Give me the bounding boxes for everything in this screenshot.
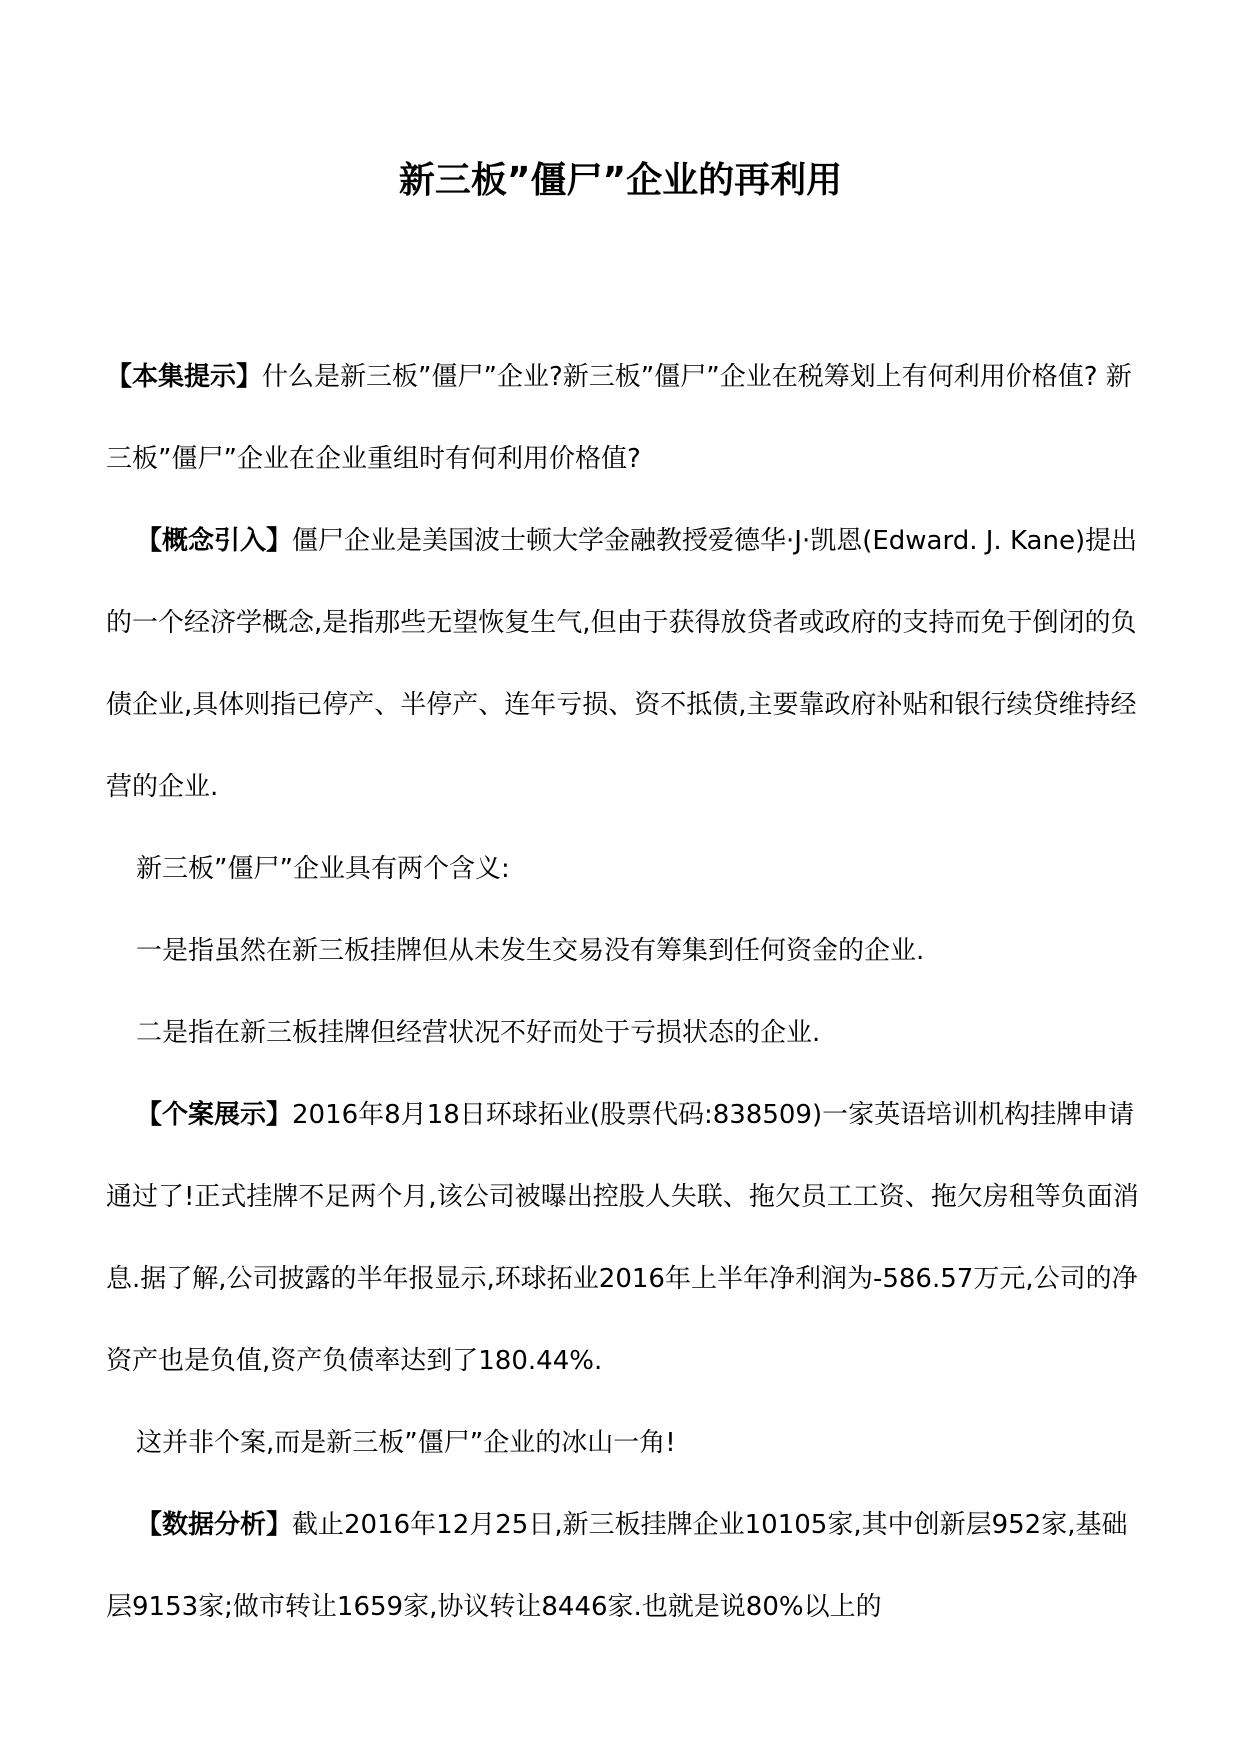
paragraph-tag: 【个案展示】	[136, 1100, 293, 1130]
paragraph-text: 二是指在新三板挂牌但经营状况不好而处于亏损状态的企业.	[136, 1018, 821, 1048]
paragraph-text: 僵尸企业是美国波士顿大学金融教授爱德华·J·凯恩(Edward. J. Kane)提出的一个经济学概念,是指那些无望恢复生气,但由于获得放贷者或政府的支持而免于倒闭的负债企业,具体则指已停产、半停产、连年亏损、资不抵债,主要靠政府补贴和银行续贷维持经营的企业.	[106, 526, 1138, 802]
paragraph-meaning-intro	[106, 828, 1141, 910]
paragraph-tag: 【概念引入】	[136, 526, 293, 556]
paragraph-case	[106, 1074, 1141, 1402]
paragraph-text: 这并非个案,而是新三板”僵尸”企业的冰山一角!	[136, 1428, 676, 1458]
paragraph-text: 一是指虽然在新三板挂牌但从未发生交易没有筹集到任何资金的企业.	[136, 936, 925, 966]
paragraph-text: 什么是新三板”僵尸”企业?新三板”僵尸”企业在税筹划上有何利用价格值? 新三板”僵尸”企业在企业重组时有何利用价格值?	[106, 362, 1132, 474]
paragraph-hint	[106, 336, 1141, 500]
paragraph-data-analysis	[106, 1484, 1141, 1648]
paragraph-concept	[106, 500, 1141, 828]
paragraph-iceberg	[106, 1402, 1141, 1484]
paragraph-text: 2016年8月18日环球拓业(股票代码:838509)一家英语培训机构挂牌申请通过了!正式挂牌不足两个月,该公司被曝出控股人失联、拖欠员工工资、拖欠房租等负面消息.据了解,公司披露的半年报显示,环球拓业2016年上半年净利润为-586.57万元,公司的净资产也是负值,资产负债率达到了180.44%.	[106, 1100, 1139, 1376]
paragraph-meaning-two	[106, 992, 1141, 1074]
paragraph-text: 截止2016年12月25日,新三板挂牌企业10105家,其中创新层952家,基础层9153家;做市转让1659家,协议转让8446家.也就是说80%以上的	[106, 1510, 1128, 1622]
paragraph-meaning-one	[106, 910, 1141, 992]
paragraph-tag: 【数据分析】	[136, 1510, 293, 1540]
paragraph-text: 新三板”僵尸”企业具有两个含义:	[136, 854, 510, 884]
document-body	[106, 336, 1141, 1648]
document-title: 新三板”僵尸”企业的再利用	[398, 160, 843, 201]
paragraph-tag: 【本集提示】	[106, 362, 263, 392]
